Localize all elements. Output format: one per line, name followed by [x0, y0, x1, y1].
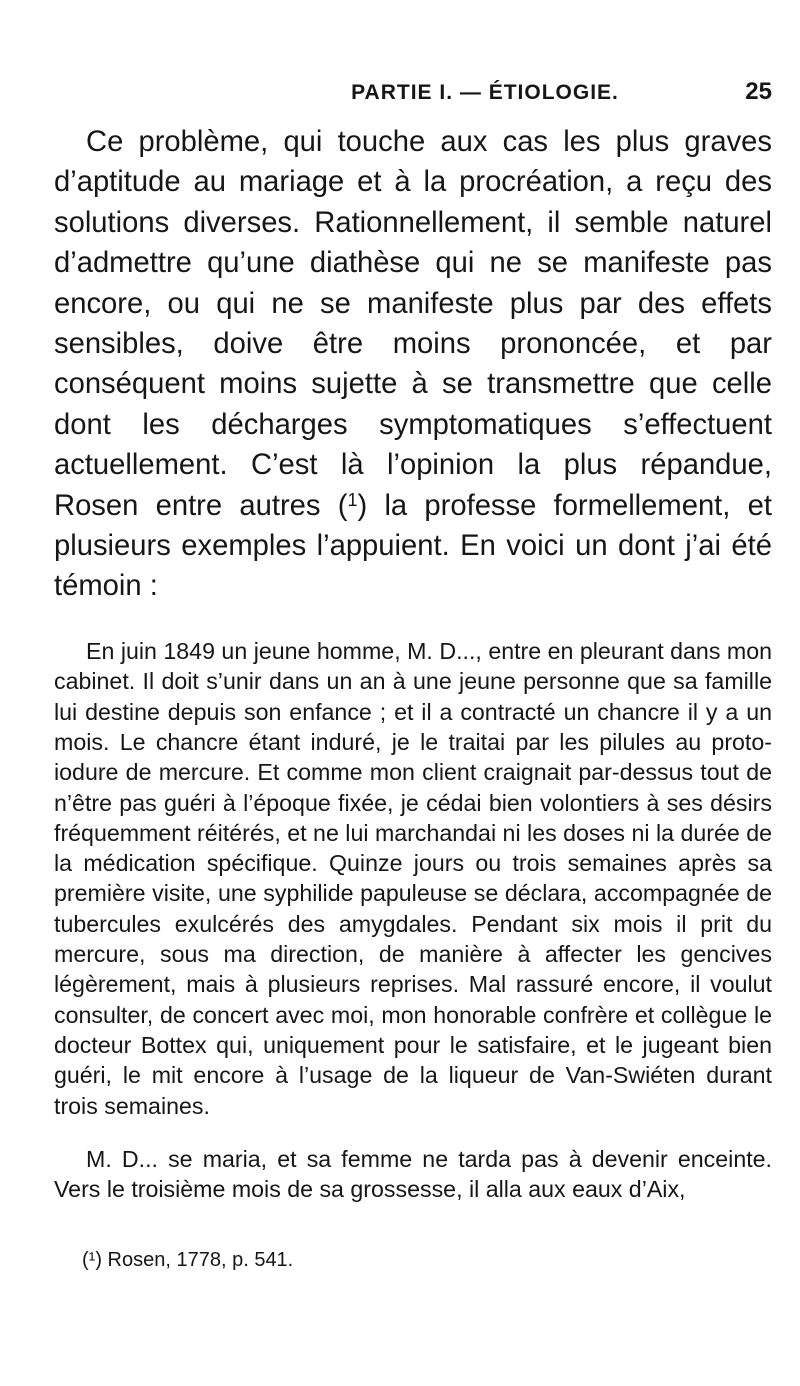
case-report-paragraph: En juin 1849 un jeune homme, M. D..., entre en pleurant dans mon cabinet. Il doit s’unir dans un an à une jeune personne que sa famille lui destine depuis son enfance ; et il a contracté un chancre il y a un mois. Le chancre étant induré, je le traitai par les pilules au proto-iodure de mercure. Et comme mon client craignait par-dessus tout de n’être pas guéri à l’époque fixée, je cédai bien volontiers à ses désirs fréquemment réitérés, et ne lui marchandai ni les doses ni la durée de la médication spécifique. Quinze jours ou trois semaines après sa première visite, une syphilide papuleuse se déclara, accompagnée de tubercules exulcérés des amygdales. Pendant six mois il prit du mercure, sous ma direction, de manière à affecter les gencives légèrement, mais à plusieurs reprises. Mal rassuré encore, il voulut consulter, de concert avec moi, mon honorable confrère et collègue le docteur Bottex qui, uniquement pour le satisfaire, et le jugeant bien guéri, le mit encore à l’usage de la liqueur de Van-Swiéten durant trois semaines. [54, 638, 772, 1119]
footnote-reference: 1 [347, 489, 358, 510]
case-report-continuation: M. D... se maria, et sa femme ne tarda pas à devenir enceinte. Vers le troisième mois de sa grossesse, il alla aux eaux d’Aix, [54, 1146, 772, 1203]
footnote [54, 1247, 772, 1273]
page-header [54, 78, 772, 112]
book-page [54, 78, 772, 1293]
footnote-marker: (¹) [82, 1248, 102, 1271]
main-paragraph-text-after-note: ) la professe formellement, et plusieurs exemples l’appuient. En voici un dont j’ai été témoin : [54, 489, 772, 603]
main-paragraph [54, 122, 772, 607]
running-title: PARTIE I. — ÉTIOLOGIE. [351, 81, 619, 104]
page-number: 25 [745, 78, 772, 105]
footnote-text: Rosen, 1778, p. 541. [107, 1248, 294, 1271]
main-paragraph-text-before-note: Ce problème, qui touche aux cas les plus graves d’aptitude au mariage et à la procréation, a reçu des solutions diverses. Rationnellement, il semble naturel d’admettre qu’une diathèse qui ne se manifeste pas encore, ou qui ne se manifeste plus par des effets sensibles, doive être moins prononcée, et par conséquent moins sujette à se transmettre que celle dont les décharges symptomatiques s’effectuent actuellement. C’est là l’opinion la plus répandue, Rosen entre autres ( [54, 126, 772, 522]
